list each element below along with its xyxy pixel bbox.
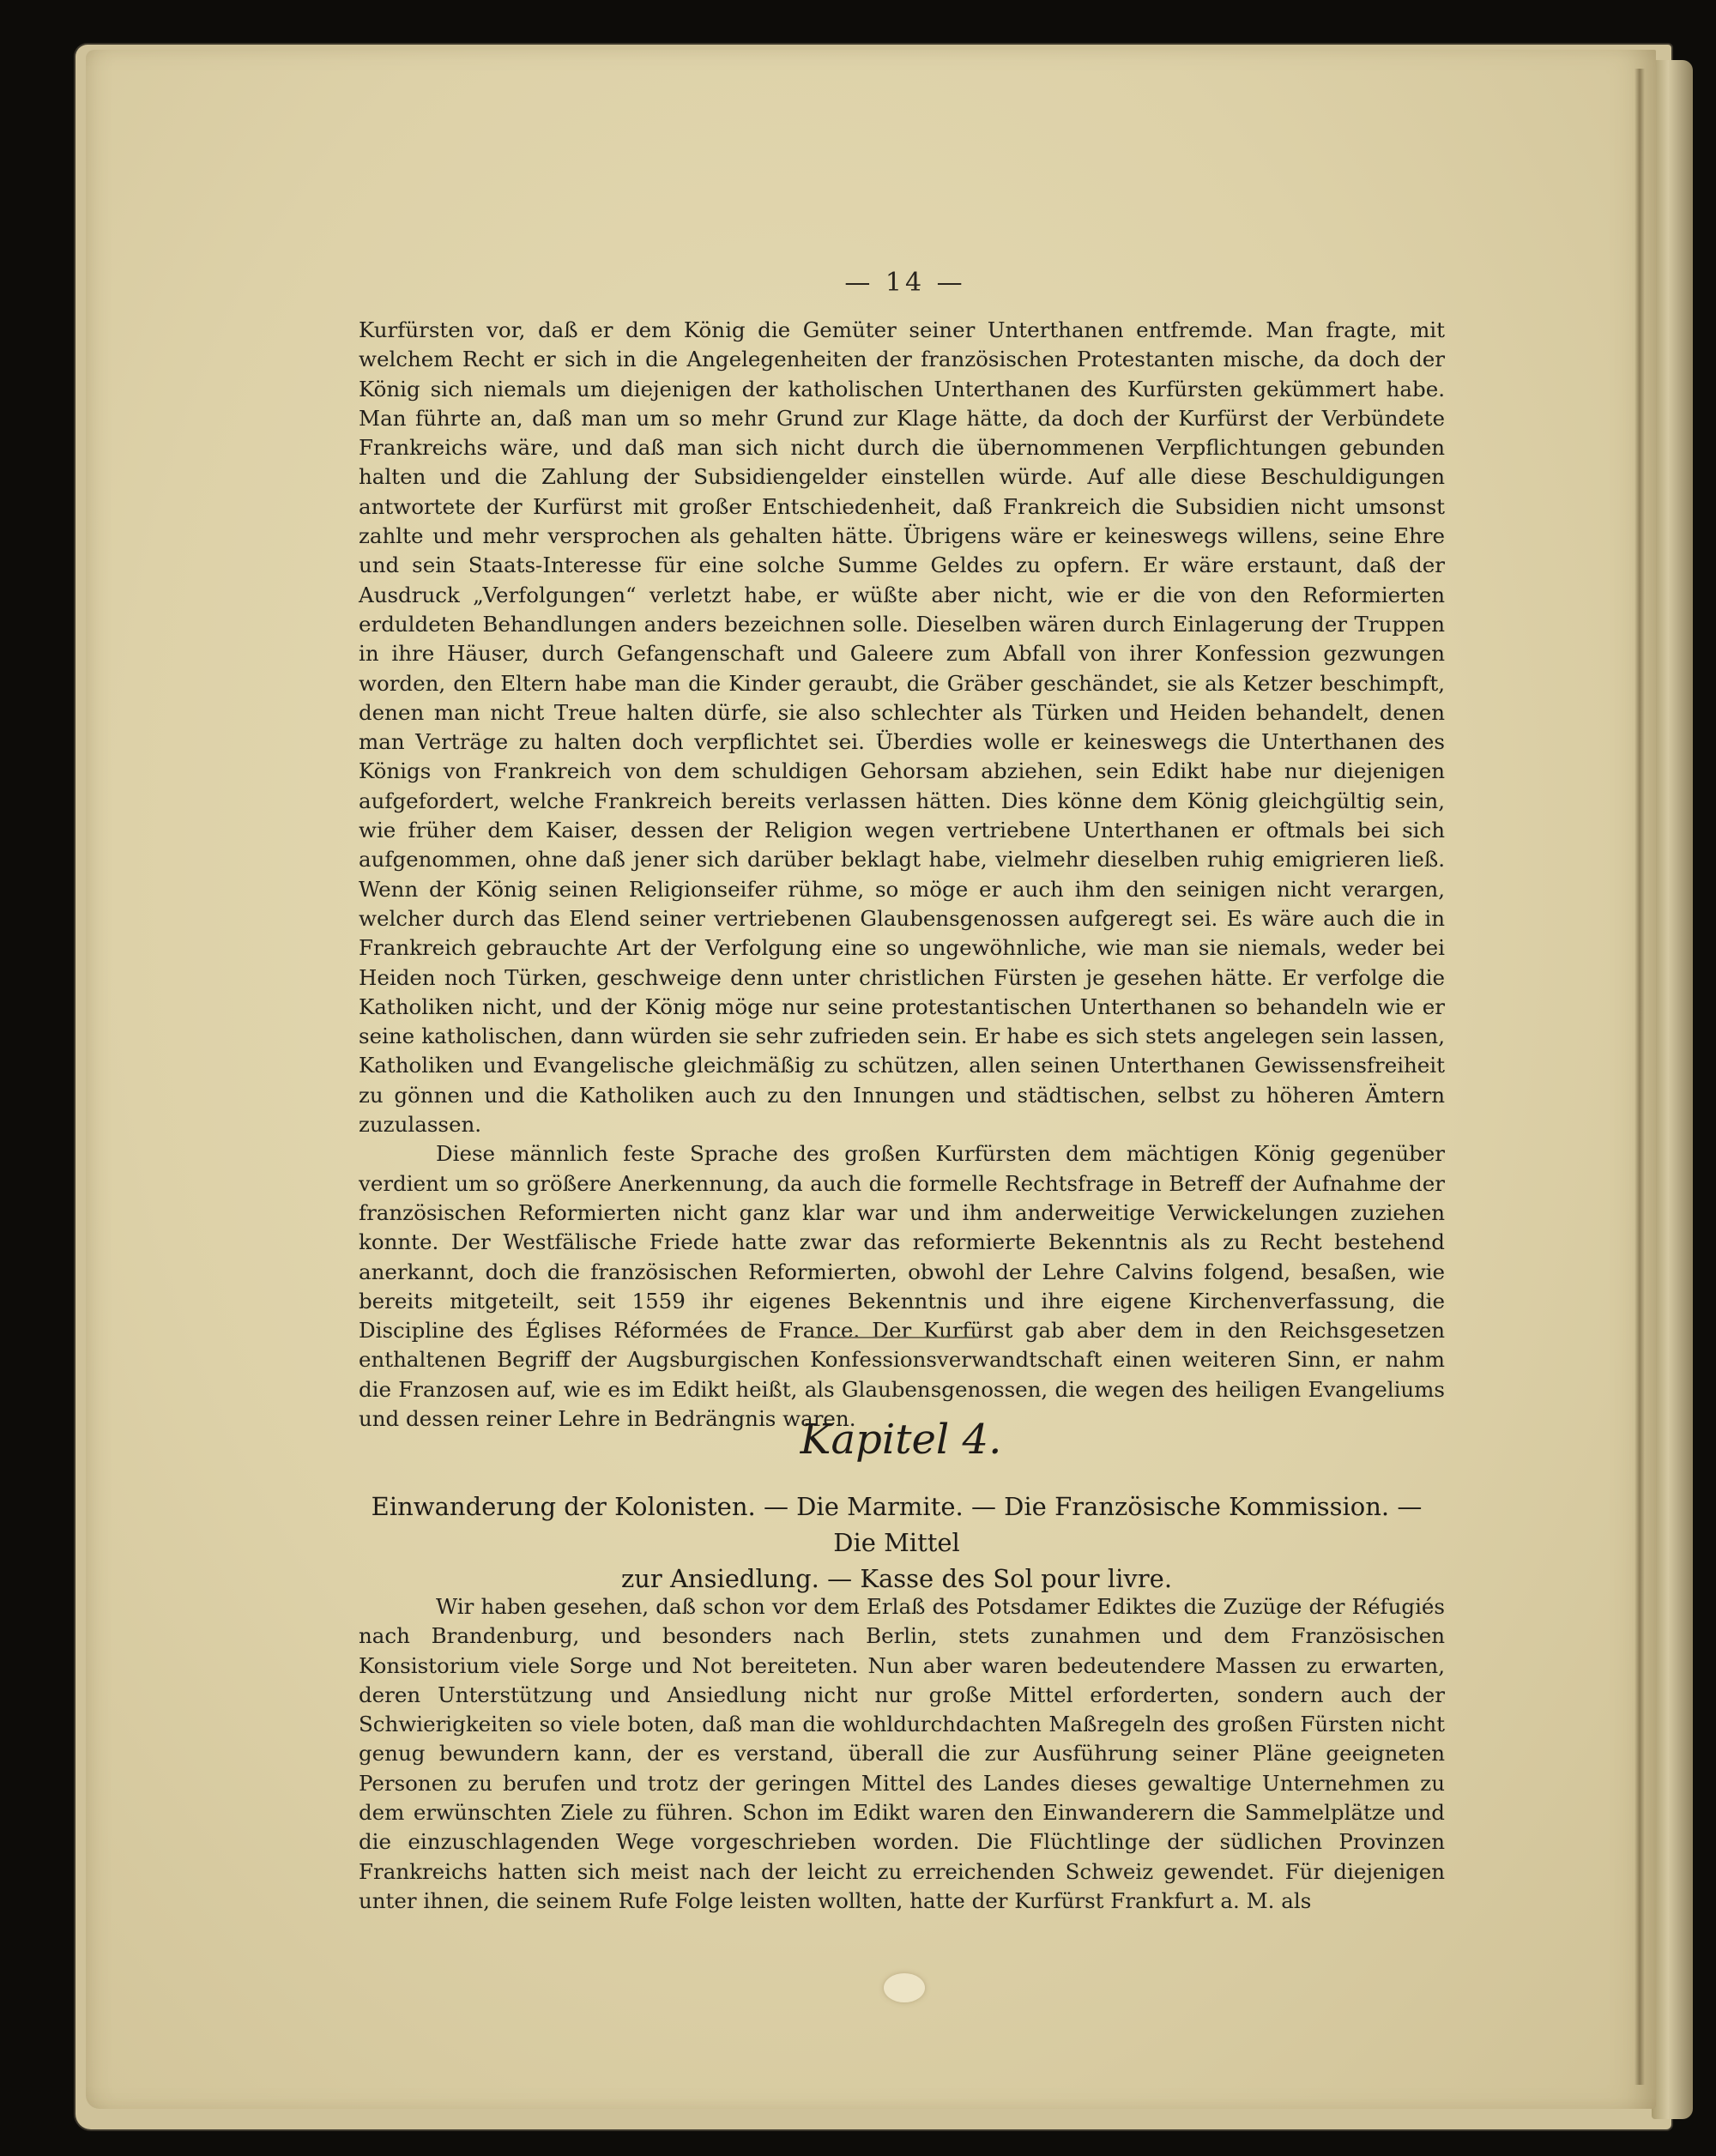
- section-divider: [815, 1337, 978, 1338]
- paragraph: Kurfürsten vor, daß er dem König die Gemüter seiner Unterthanen entfremde. Man fragte, mit welchem Recht er sich in die Angelegenheiten der französischen Protestanten mische, da doch der König sich niemals um diejenigen der katholischen Unterthanen des Kurfürsten gekümmert habe. Man führte an, daß man um so mehr Grund zur Klage hätte, da doch der Kurfürst der Verbündete Frankreichs wäre, und daß man sich nicht durch die übernommenen Verpflichtungen gebunden halten und die Zahlung der Subsidiengelder einstellen würde. Auf alle diese Beschuldigungen antwortete der Kurfürst mit großer Entschiedenheit, daß Frankreich die Subsidien nicht umsonst zahlte und mehr versprochen als gehalten hätte. Übrigens wäre er keineswegs willens, seine Ehre und sein Staats-Interesse für eine solche Summe Geldes zu opfern. Er wäre erstaunt, daß der Ausdruck „Verfolgungen“ verletzt habe, er wüßte aber nicht, wie er die von den Reformierten erduldeten Behandlungen anders bezeichnen solle. Dieselben wären durch Einlagerung der Truppen in ihre Häuser, durch Gefangenschaft und Galeere zum Abfall von ihrer Konfession gezwungen worden, den Eltern habe man die Kinder geraubt, die Gräber geschändet, sie als Ketzer beschimpft, denen man nicht Treue halten dürfe, sie also schlechter als Türken und Heiden behandelt, denen man Verträge zu halten doch verpflichtet sei. Überdies wolle er keineswegs die Unterthanen des Königs von Frankreich von dem schuldigen Gehorsam abziehen, sein Edikt habe nur diejenigen aufgefordert, welche Frankreich bereits verlassen hätten. Dies könne dem König gleichgültig sein, wie früher dem Kaiser, dessen der Religion wegen vertriebene Unterthanen er oftmals bei sich aufgenommen, ohne daß jener sich darüber beklagt habe, vielmehr dieselben ruhig emigrieren ließ. Wenn der König seinen Religionseifer rühme, so möge er auch ihm den seinigen nicht verargen, welcher durch das Elend seiner vertriebenen Glaubensgenossen aufgeregt sei. Es wäre auch die in Frankreich gebrauchte Art der Verfolgung eine so ungewöhnliche, wie man sie niemals, weder bei Heiden noch Türken, geschweige denn unter christlichen Fürsten je gesehen hätte. Er verfolge die Katholiken nicht, und der König möge nur seine protestantischen Unterthanen so behandeln wie er seine katholischen, dann würden sie sehr zufrieden sein. Er habe es sich stets angelegen sein lassen, Katholiken und Evangelische gleichmäßig zu schützen, allen seinen Unterthanen Gewissensfreiheit zu gönnen und die Katholiken auch zu den Innungen und städtischen, selbst zu höheren Ämtern zuzulassen.: [359, 317, 1445, 1138]
- chapter-title: Kapitel 4.: [800, 1416, 1002, 1464]
- text-section-bottom: [359, 1592, 1445, 1916]
- paragraph: Wir haben gesehen, daß schon vor dem Erlaß des Potsdamer Ediktes die Zuzüge der Réfugiés nach Brandenburg, und besonders nach Berlin, stets zunahmen und dem Französischen Konsistorium viele Sorge und Not bereiteten. Nun aber waren bedeutendere Massen zu erwarten, deren Unterstützung und Ansiedlung nicht nur große Mittel erforderten, sondern auch der Schwierigkeiten so viele boten, daß man die wohldurchdachten Maßregeln des großen Fürsten nicht genug bewundern kann, der es verstand, überall die zur Ausführung seiner Pläne geeigneten Personen zu berufen und trotz der geringen Mittel des Landes dieses gewaltige Unternehmen zu dem erwünschten Ziele zu führen. Schon im Edikt waren den Einwanderern die Sammelplätze und die einzuschlagenden Wege vorgeschrieben worden. Die Flüchtlinge der südlichen Provinzen Frankreichs hatten sich meist nach der leicht zu erreichenden Schweiz gewendet. Für diejenigen unter ihnen, die seinem Rufe Folge leisten wollten, hatte der Kurfürst Frankfurt a. M. als: [359, 1594, 1445, 1913]
- page-crease: [1634, 69, 1645, 2085]
- page-number: — 14 —: [844, 268, 966, 298]
- chapter-subtitle: [352, 1489, 1441, 1597]
- paper-stain: [884, 1973, 925, 2002]
- text-section-top: [359, 316, 1445, 1434]
- chapter-subtitle-line: zur Ansiedlung. — Kasse des Sol pour livre.: [620, 1564, 1173, 1593]
- right-page-edge: [1652, 60, 1693, 2119]
- chapter-subtitle-line: Einwanderung der Kolonisten. — Die Marmite. — Die Französische Kommission. — Die Mittel: [371, 1492, 1423, 1557]
- paragraph: Diese männlich feste Sprache des großen Kurfürsten dem mächtigen König gegenüber verdient um so größere Anerkennung, da auch die formelle Rechtsfrage in Betreff der Aufnahme der französischen Reformierten nicht ganz klar war und ihm anderweitige Verwickelungen zuziehen konnte. Der Westfälische Friede hatte zwar das reformierte Bekenntnis als zu Recht bestehend anerkannt, doch die französischen Reformierten, obwohl der Lehre Calvins folgend, besaßen, wie bereits mitgeteilt, seit 1559 ihr eigenes Bekenntnis und ihre eigene Kirchenverfassung, die Discipline des Églises Réformées de France. Der Kurfürst gab aber dem in den Reichsgesetzen enthaltenen Begriff der Augsburgischen Konfessionsverwandtschaft einen weiteren Sinn, er nahm die Franzosen auf, wie es im Edikt heißt, als Glaubensgenossen, die wegen des heiligen Evangeliums und dessen reiner Lehre in Bedrängnis waren.: [359, 1141, 1445, 1431]
